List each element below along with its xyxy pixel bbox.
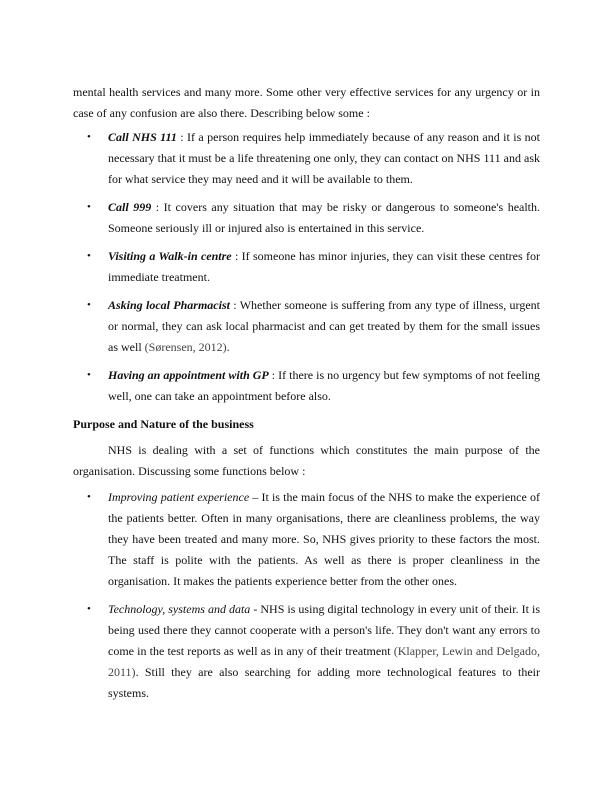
bullet-icon: • [87, 250, 91, 262]
bullet-icon: • [87, 603, 91, 615]
service-term: Call NHS 111 [108, 130, 177, 144]
bullet-icon: • [87, 491, 91, 503]
service-item-gp [73, 365, 540, 407]
citation: (Klapper, Lewin and Delgado, 2011) [108, 644, 540, 679]
service-item-walk-in [73, 246, 540, 288]
bullet-icon: • [87, 201, 91, 213]
section-intro-paragraph: NHS is dealing with a set of functions which constitutes the main purpose of the organisation. Discussing some functions below : [73, 443, 540, 478]
bullet-icon: • [87, 299, 91, 311]
service-item-nhs111 [73, 127, 540, 190]
services-list [73, 127, 540, 407]
intro-paragraph: mental health services and many more. Some other very effective services for any urgency or in case of any confusion are also there. Describing below some : [73, 85, 540, 120]
functions-list [73, 487, 540, 704]
service-text: : If a person requires help immediately because of any reason and it is not necessary that it must be a life threatening one only, they can contact on NHS 111 and ask for what service they may need and it will be available to them. [108, 130, 540, 186]
service-term: Call 999 [108, 200, 152, 214]
function-tail: . Still they are also searching for adding more technological features to their systems. [108, 665, 540, 700]
service-text: : Whether someone is suffering from any type of illness, urgent or normal, they can ask local pharmacist and can get treated by them for the small issues as well [108, 298, 540, 354]
document-page [73, 82, 540, 711]
service-text: : If there is no urgency but few symptoms of not feeling well, one can take an appointment before also. [108, 368, 540, 403]
service-text: : It covers any situation that may be risky or dangerous to someone's health. Someone seriously ill or injured also is entertained in this service. [108, 200, 541, 235]
citation: (Sørensen, 2012) [144, 340, 227, 354]
function-item-patient-experience [73, 487, 540, 592]
bullet-icon: • [87, 131, 91, 143]
service-tail: . [226, 340, 230, 354]
function-item-technology [73, 599, 540, 704]
service-term: Having an appointment with GP [108, 368, 269, 382]
function-term: Improving patient experience [108, 490, 250, 504]
function-text: - NHS is using digital technology in every unit of their. It is being used there they cannot cooperate with a person's life. They don't want any errors to come in the test reports as well as in any of their treatment [108, 602, 540, 658]
service-item-999 [73, 197, 540, 239]
service-term: Visiting a Walk-in centre [108, 249, 232, 263]
section-heading: Purpose and Nature of the business [73, 417, 254, 431]
bullet-icon: • [87, 369, 91, 381]
service-term: Asking local Pharmacist [108, 298, 230, 312]
function-term: Technology, systems and data [108, 602, 251, 616]
function-text: – It is the main focus of the NHS to make the experience of the patients better. Often in many organisations, there are cleanliness problems, the way they have been treated and many more. So, NHS gives priority to these factors the most. The staff is polite with the patients. As well as there is proper cleanliness in the organisation. It makes the patients experience better from the other ones. [108, 490, 540, 588]
service-text: : If someone has minor injuries, they can visit these centres for immediate treatment. [108, 249, 541, 284]
service-item-pharmacist [73, 295, 540, 358]
